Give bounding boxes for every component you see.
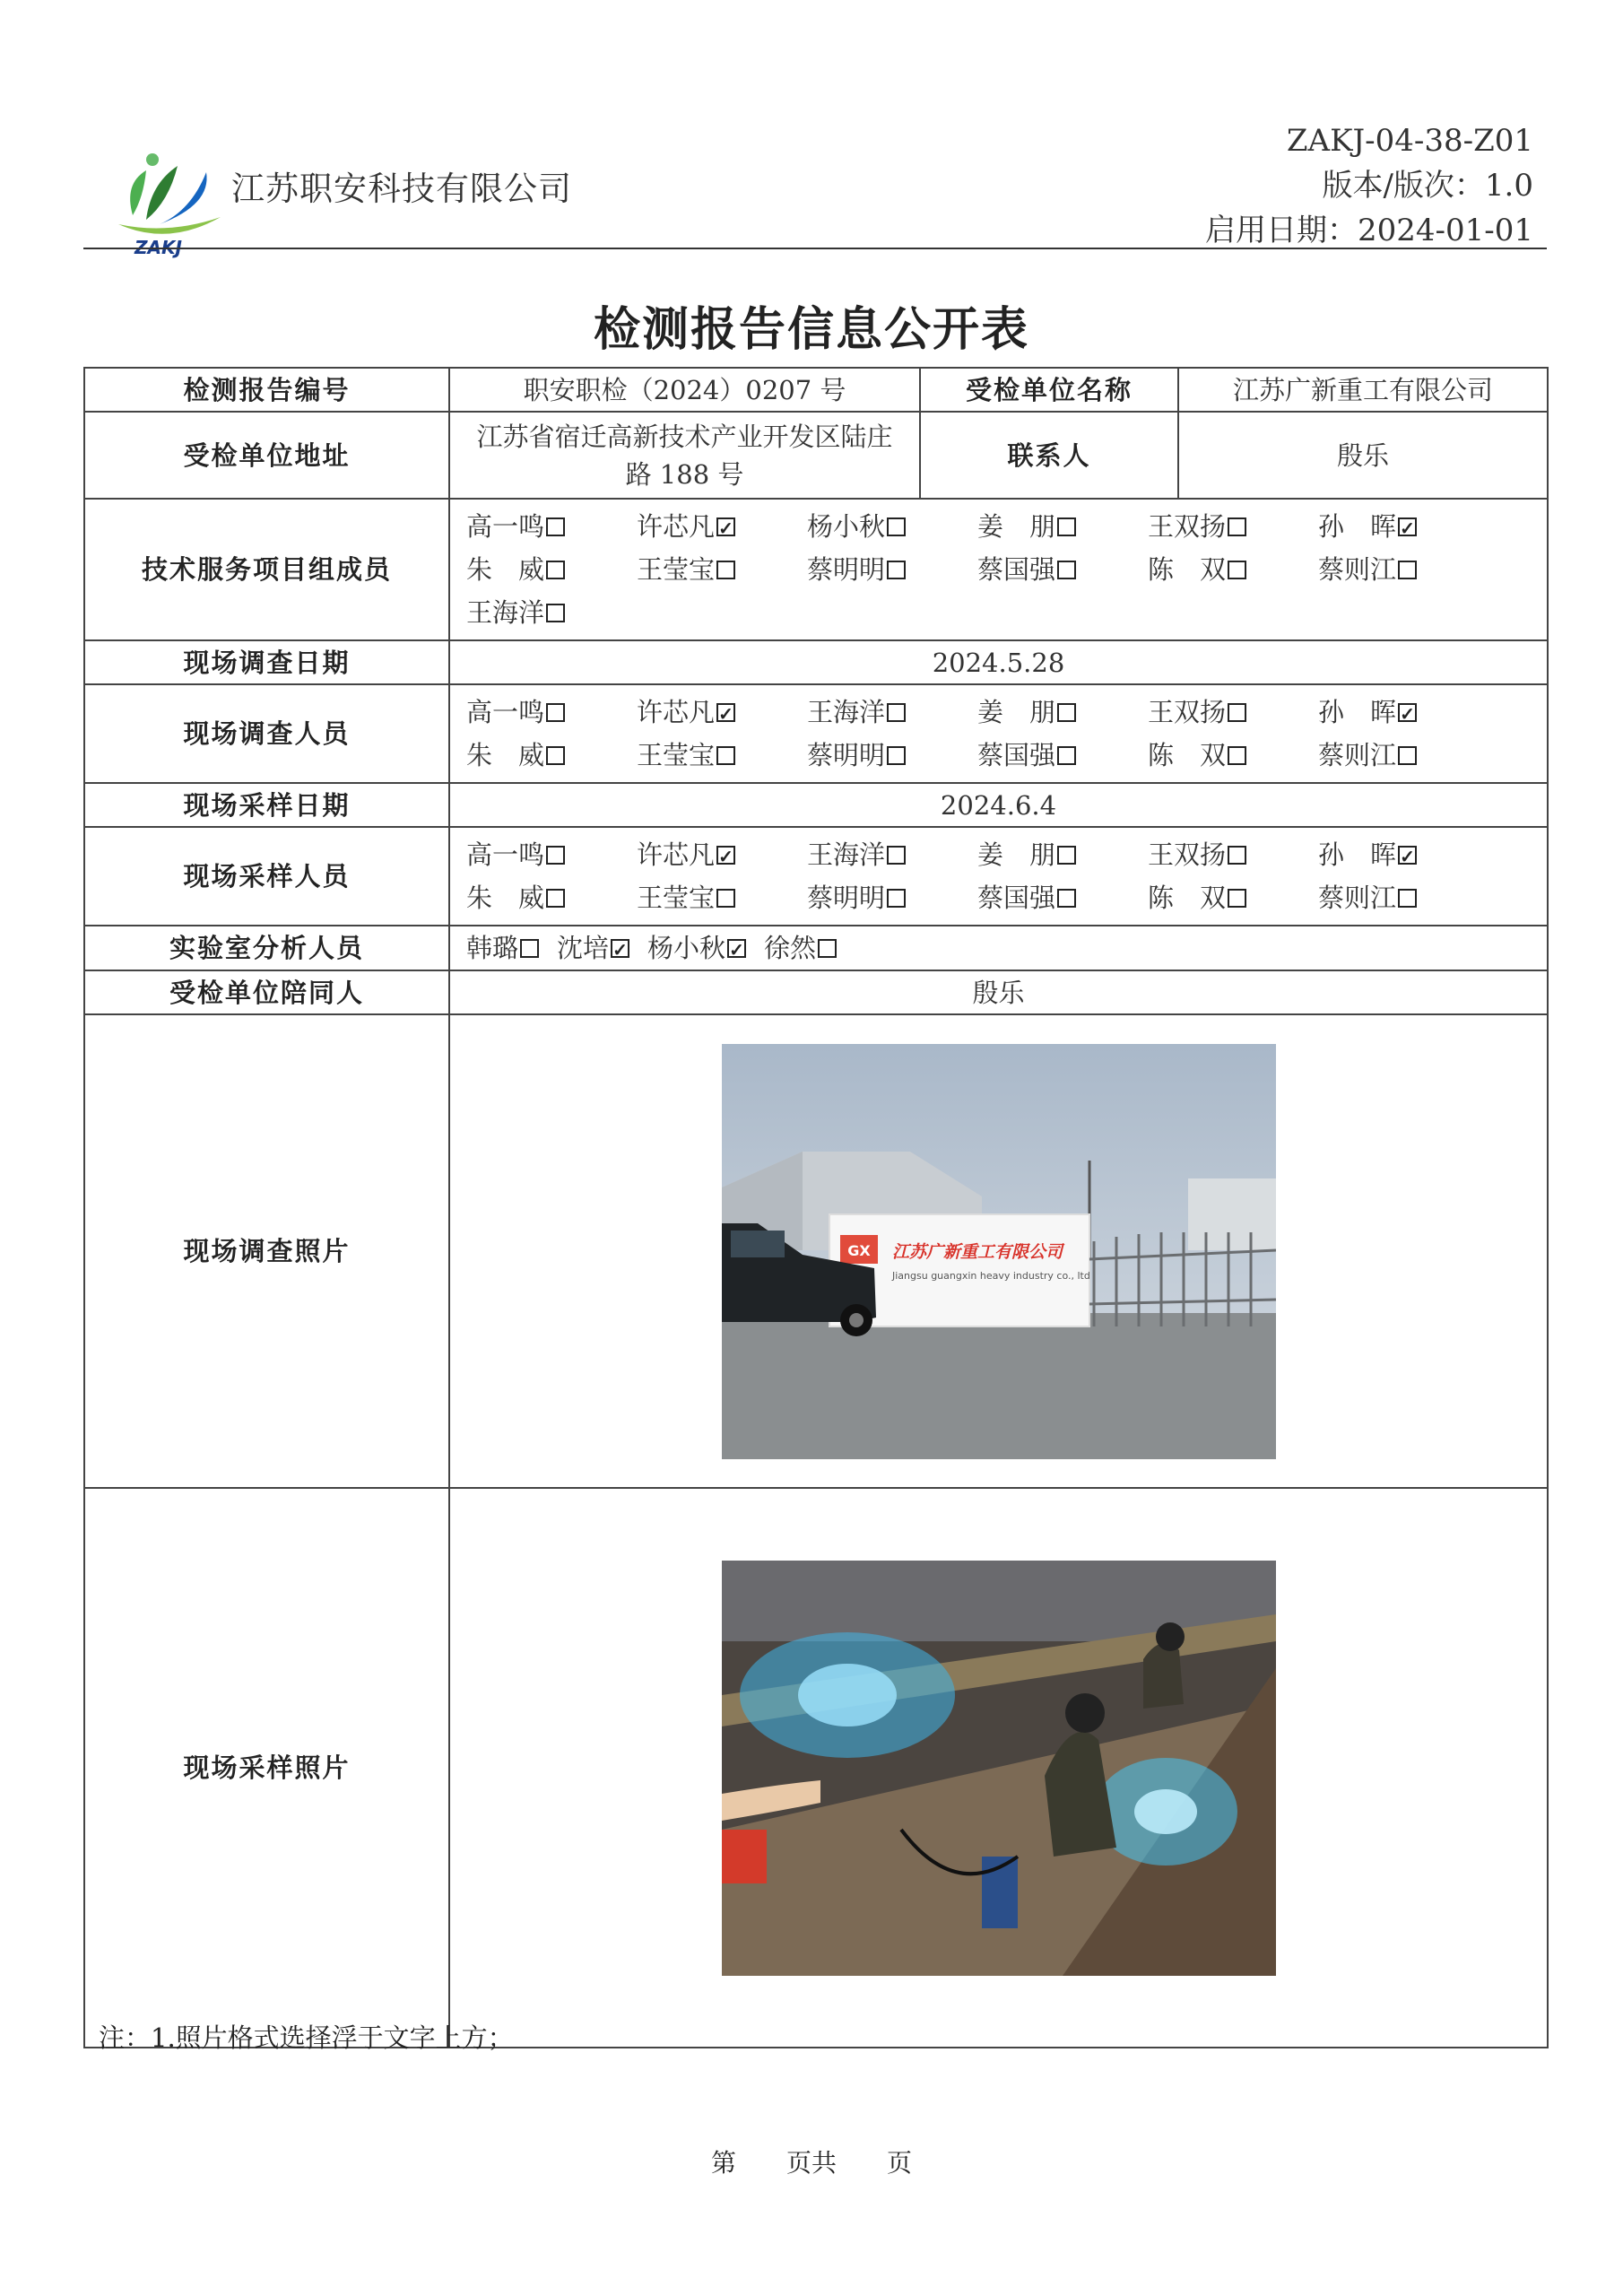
- member-entry: [1148, 879, 1318, 917]
- member-name: 王双扬: [1148, 511, 1227, 542]
- member-entry: [466, 879, 637, 917]
- doc-version: 版本/版次：1.0: [1322, 168, 1533, 204]
- header-divider: [83, 248, 1547, 249]
- note: 注：1.照片格式选择浮于文字上方；: [99, 2022, 514, 2053]
- empty-checkbox[interactable]: [1398, 746, 1417, 765]
- member-name: 蔡则江: [1318, 883, 1397, 913]
- member-name: 许芯凡: [637, 511, 716, 542]
- member-entry: [807, 879, 977, 917]
- company-logo: [106, 135, 231, 260]
- member-name: 王海洋: [466, 597, 545, 628]
- member-name: 王双扬: [1148, 697, 1227, 727]
- member-name: 韩璐: [466, 933, 519, 963]
- member-name: 姜 朋: [977, 697, 1056, 727]
- member-name: 王双扬: [1148, 839, 1227, 870]
- member-row: [466, 734, 1547, 777]
- member-row: [466, 691, 1547, 734]
- member-name: 朱 威: [466, 554, 545, 585]
- member-name: 王海洋: [807, 839, 886, 870]
- checked-checkbox[interactable]: ✓: [1398, 517, 1417, 536]
- member-entry: [637, 693, 807, 731]
- member-name: 姜 朋: [977, 511, 1056, 542]
- survey-photo-label: 现场调查照片: [84, 1014, 449, 1488]
- empty-checkbox[interactable]: [546, 889, 565, 908]
- empty-checkbox[interactable]: [716, 561, 735, 579]
- empty-checkbox[interactable]: [716, 889, 735, 908]
- sampling-date-value: 2024.6.4: [449, 783, 1548, 827]
- member-entry: [1148, 508, 1318, 545]
- checked-checkbox[interactable]: ✓: [727, 939, 746, 958]
- member-entry: [807, 736, 977, 774]
- member-entry: [1318, 836, 1488, 874]
- member-name: 高一鸣: [466, 511, 545, 542]
- sampling-date-label: 现场采样日期: [84, 783, 449, 827]
- member-entry: [557, 929, 629, 967]
- sampling-photo-cell: [449, 1488, 1548, 2048]
- member-entry: [466, 836, 637, 874]
- member-row: [466, 505, 1547, 548]
- member-name: 王莹宝: [637, 740, 716, 770]
- member-entry: [466, 551, 637, 588]
- member-entry: [466, 693, 637, 731]
- empty-checkbox[interactable]: [546, 846, 565, 865]
- member-name: 徐然: [764, 933, 817, 963]
- member-entry: [807, 508, 977, 545]
- member-name: 高一鸣: [466, 697, 545, 727]
- sampling-staff-label: 现场采样人员: [84, 827, 449, 926]
- doc-code: ZAKJ-04-38-Z01: [1286, 123, 1533, 159]
- sampling-staff: [449, 827, 1548, 926]
- member-entry: [466, 736, 637, 774]
- member-name: 朱 威: [466, 740, 545, 770]
- report-info-table: [83, 367, 1549, 2048]
- member-entry: [1318, 693, 1488, 731]
- member-row: [466, 591, 1547, 634]
- contact-value: 殷乐: [1178, 412, 1548, 499]
- member-name: 陈 双: [1148, 883, 1227, 913]
- checked-checkbox[interactable]: ✓: [716, 517, 735, 536]
- member-name: 蔡明明: [807, 883, 886, 913]
- member-name: 王海洋: [807, 697, 886, 727]
- empty-checkbox[interactable]: [1228, 889, 1246, 908]
- member-name: 孙 晖: [1318, 697, 1397, 727]
- address-label: 受检单位地址: [84, 412, 449, 499]
- member-name: 蔡明明: [807, 740, 886, 770]
- empty-checkbox[interactable]: [716, 746, 735, 765]
- sampling-photo-label: 现场采样照片: [84, 1488, 449, 2048]
- company-name: 江苏职安科技有限公司: [231, 170, 572, 208]
- member-name: 杨小秋: [647, 933, 726, 963]
- member-name: 蔡国强: [977, 740, 1056, 770]
- empty-checkbox[interactable]: [1057, 889, 1076, 908]
- member-entry: [637, 551, 807, 588]
- member-entry: [1318, 879, 1488, 917]
- empty-checkbox[interactable]: [546, 604, 565, 622]
- address-value: 江苏省宿迁高新技术产业开发区陆庄路 188 号: [449, 412, 920, 499]
- member-name: 朱 威: [466, 883, 545, 913]
- empty-checkbox[interactable]: [546, 746, 565, 765]
- member-name: 许芯凡: [637, 839, 716, 870]
- contact-label: 联系人: [920, 412, 1178, 499]
- empty-checkbox[interactable]: [1057, 561, 1076, 579]
- unit-name-value: 江苏广新重工有限公司: [1178, 368, 1548, 412]
- member-entry: [1148, 736, 1318, 774]
- empty-checkbox[interactable]: [1228, 517, 1246, 536]
- lab-staff-label: 实验室分析人员: [84, 926, 449, 970]
- member-entry: [977, 508, 1148, 545]
- empty-checkbox[interactable]: [1057, 517, 1076, 536]
- member-entry: [1318, 736, 1488, 774]
- sign-logo: GX: [846, 1241, 871, 1259]
- member-row: [466, 833, 1547, 876]
- empty-checkbox[interactable]: [1398, 561, 1417, 579]
- member-name: 杨小秋: [807, 511, 886, 542]
- empty-checkbox[interactable]: [520, 939, 539, 958]
- team-label: 技术服务项目组成员: [84, 499, 449, 640]
- member-name: 蔡国强: [977, 883, 1056, 913]
- empty-checkbox[interactable]: [1228, 746, 1246, 765]
- member-entry: [977, 736, 1148, 774]
- member-name: 许芯凡: [637, 697, 716, 727]
- survey-staff: [449, 684, 1548, 783]
- member-entry: [807, 551, 977, 588]
- member-entry: [637, 508, 807, 545]
- sign-text-en: Jiangsu guangxin heavy industry co., ltd: [891, 1269, 1090, 1282]
- report-no-value: 职安职检（2024）0207 号: [449, 368, 920, 412]
- empty-checkbox[interactable]: [1398, 889, 1417, 908]
- sign-text-cn: 江苏广新重工有限公司: [891, 1241, 1063, 1262]
- member-name: 沈培: [557, 933, 610, 963]
- member-entry: [647, 929, 746, 967]
- member-row: [466, 548, 1547, 591]
- member-entry: [637, 836, 807, 874]
- member-name: 孙 晖: [1318, 839, 1397, 870]
- effective-date: 启用日期：2024-01-01: [1204, 213, 1533, 248]
- empty-checkbox[interactable]: [1228, 703, 1246, 722]
- member-entry: [466, 929, 539, 967]
- empty-checkbox[interactable]: [1057, 846, 1076, 865]
- member-entry: [764, 929, 837, 967]
- logo-text: ZAKJ: [135, 237, 182, 258]
- survey-staff-label: 现场调查人员: [84, 684, 449, 783]
- member-entry: [637, 879, 807, 917]
- sampling-photo: [722, 1561, 1276, 1976]
- member-entry: [1318, 551, 1488, 588]
- page-title: 检测报告信息公开表: [593, 303, 1029, 357]
- empty-checkbox[interactable]: [1228, 561, 1246, 579]
- empty-checkbox[interactable]: [887, 746, 906, 765]
- empty-checkbox[interactable]: [818, 939, 837, 958]
- report-no-label: 检测报告编号: [84, 368, 449, 412]
- checked-checkbox[interactable]: ✓: [611, 939, 629, 958]
- member-name: 孙 晖: [1318, 511, 1397, 542]
- member-entry: [1148, 836, 1318, 874]
- empty-checkbox[interactable]: [546, 517, 565, 536]
- member-name: 陈 双: [1148, 740, 1227, 770]
- member-name: 王莹宝: [637, 883, 716, 913]
- checked-checkbox[interactable]: ✓: [1398, 703, 1417, 722]
- checked-checkbox[interactable]: ✓: [1398, 846, 1417, 865]
- empty-checkbox[interactable]: [546, 703, 565, 722]
- document-meta: [1205, 118, 1533, 253]
- member-entry: [1318, 508, 1488, 545]
- member-entry: [977, 836, 1148, 874]
- empty-checkbox[interactable]: [887, 846, 906, 865]
- survey-date-value: 2024.5.28: [449, 640, 1548, 684]
- team-members: [449, 499, 1548, 640]
- member-entry: [977, 879, 1148, 917]
- member-row: [466, 876, 1547, 919]
- member-entry: [1148, 551, 1318, 588]
- member-entry: [637, 736, 807, 774]
- page-footer: 第 页共 页: [710, 2148, 912, 2178]
- escort-value: 殷乐: [449, 970, 1548, 1014]
- empty-checkbox[interactable]: [1057, 703, 1076, 722]
- survey-photo-cell: [449, 1014, 1548, 1488]
- lab-staff: [449, 926, 1548, 970]
- member-entry: [466, 594, 637, 631]
- unit-name-label: 受检单位名称: [920, 368, 1178, 412]
- checked-checkbox[interactable]: ✓: [716, 703, 735, 722]
- member-name: 蔡国强: [977, 554, 1056, 585]
- empty-checkbox[interactable]: [887, 703, 906, 722]
- empty-checkbox[interactable]: [546, 561, 565, 579]
- survey-date-label: 现场调查日期: [84, 640, 449, 684]
- empty-checkbox[interactable]: [887, 517, 906, 536]
- member-entry: [1148, 693, 1318, 731]
- member-entry: [977, 551, 1148, 588]
- empty-checkbox[interactable]: [887, 889, 906, 908]
- member-name: 陈 双: [1148, 554, 1227, 585]
- member-name: 姜 朋: [977, 839, 1056, 870]
- member-name: 蔡则江: [1318, 740, 1397, 770]
- member-name: 蔡则江: [1318, 554, 1397, 585]
- empty-checkbox[interactable]: [1057, 746, 1076, 765]
- member-entry: [807, 836, 977, 874]
- empty-checkbox[interactable]: [887, 561, 906, 579]
- member-row: [466, 926, 1547, 970]
- member-entry: [466, 508, 637, 545]
- member-name: 蔡明明: [807, 554, 886, 585]
- member-name: 高一鸣: [466, 839, 545, 870]
- survey-photo: [722, 1044, 1276, 1459]
- member-entry: [807, 693, 977, 731]
- member-name: 王莹宝: [637, 554, 716, 585]
- escort-label: 受检单位陪同人: [84, 970, 449, 1014]
- empty-checkbox[interactable]: [1228, 846, 1246, 865]
- checked-checkbox[interactable]: ✓: [716, 846, 735, 865]
- member-entry: [977, 693, 1148, 731]
